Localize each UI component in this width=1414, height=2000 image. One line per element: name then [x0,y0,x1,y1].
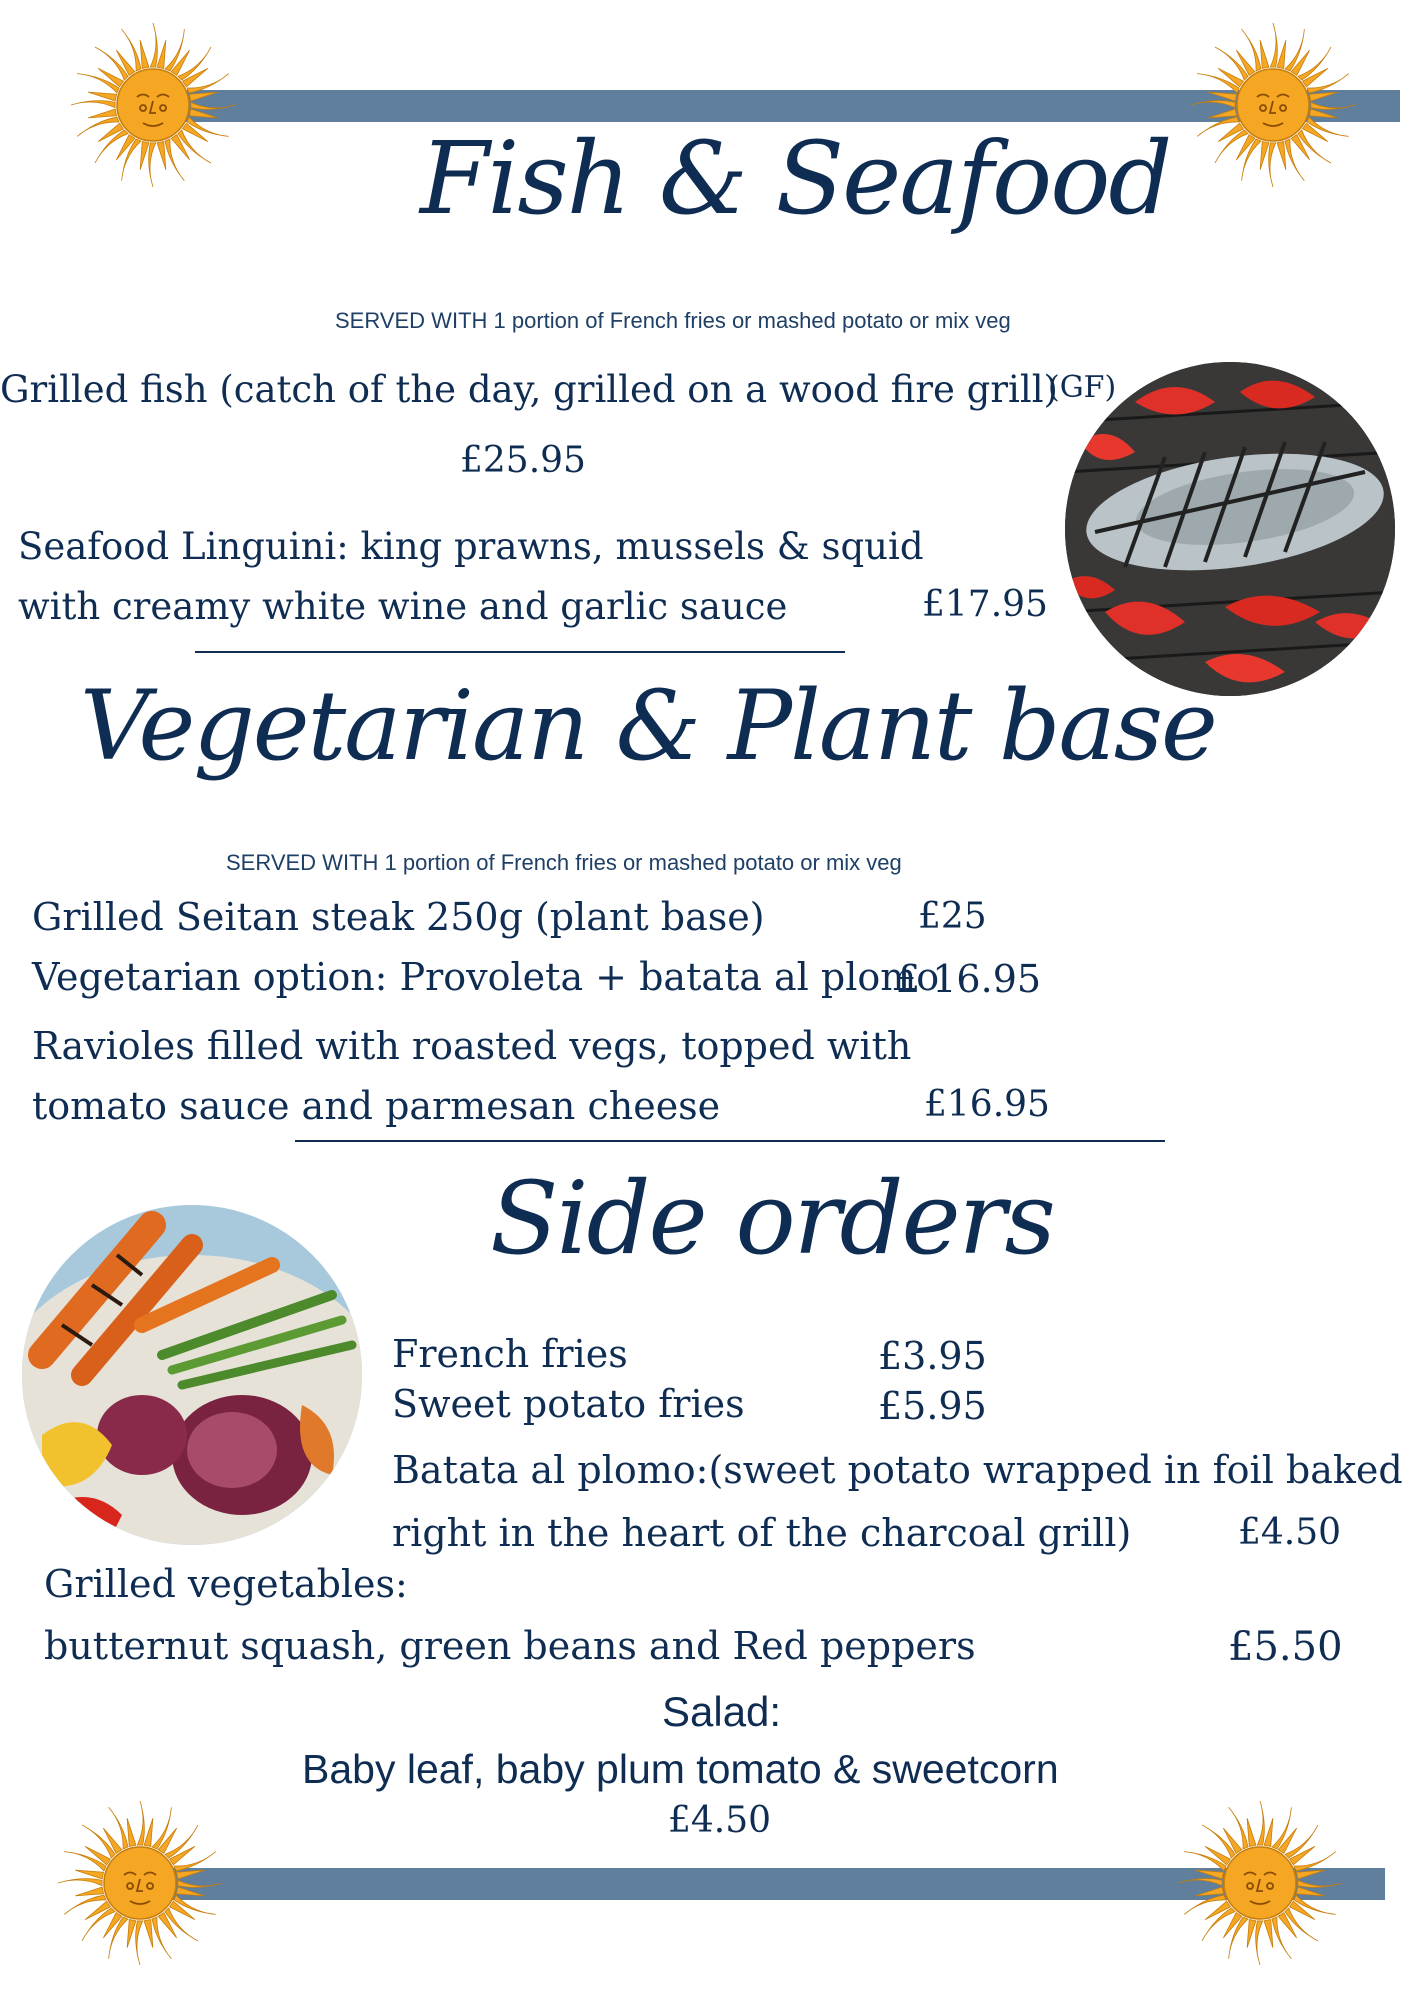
side-item-grilled-veg-line2: butternut squash, green beans and Red peppers [44,1624,976,1668]
veg-price-provoleta: £ 16.95 [896,957,1042,1001]
veg-section-subtitle: SERVED WITH 1 portion of French fries or mashed potato or mix veg [226,850,902,875]
veg-section-divider [295,1140,1165,1142]
fish-item-grilled-fish: Grilled fish (catch of the day, grilled on a wood fire grill) [0,368,1058,411]
side-price-batata: £4.50 [1238,1512,1342,1553]
sun-of-may-icon [1175,1798,1345,1968]
veg-price-seitan: £25 [918,896,987,937]
veg-item-ravioles-line2: tomato sauce and parmesan cheese [32,1084,721,1128]
side-item-grilled-veg-line1: Grilled vegetables: [44,1562,408,1606]
side-item-sweet-potato-fries: Sweet potato fries [392,1382,745,1426]
fish-item-linguini-line1: Seafood Linguini: king prawns, mussels & squid [18,525,924,568]
salad-description: Baby leaf, baby plum tomato & sweetcorn [302,1746,1059,1792]
veg-item-ravioles-line1: Ravioles filled with roasted vegs, topped with [32,1024,912,1068]
sides-section-title: Side orders [490,1160,1054,1277]
fish-section-subtitle: SERVED WITH 1 portion of French fries or mashed potato or mix veg [335,308,1011,333]
side-item-french-fries: French fries [392,1332,628,1376]
grilled-fish-photo [1065,362,1395,696]
sun-of-may-icon [1188,20,1358,190]
fish-price-linguini: £17.95 [922,584,1048,625]
side-price-sweet-potato-fries: £5.95 [878,1384,987,1428]
sun-of-may-icon [55,1798,225,1968]
gf-badge: (GF) [1048,370,1117,405]
side-price-grilled-veg: £5.50 [1228,1624,1343,1670]
fish-price-grilled-fish: £25.95 [460,440,586,481]
fish-section-title: Fish & Seafood [420,120,1171,237]
grilled-vegetables-photo [22,1205,362,1545]
salad-price: £4.50 [668,1800,772,1841]
side-item-batata-line2: right in the heart of the charcoal grill) [392,1511,1132,1555]
fish-item-linguini-line2: with creamy white wine and garlic sauce [18,585,788,628]
veg-section-title: Vegetarian & Plant base [80,670,1216,782]
salad-title: Salad: [662,1688,782,1735]
side-price-french-fries: £3.95 [878,1334,987,1378]
fish-section-divider [195,651,845,653]
sun-of-may-icon [68,20,238,190]
side-item-batata-line1: Batata al plomo:(sweet potato wrapped in foil baked [392,1448,1403,1492]
veg-item-provoleta: Vegetarian option: Provoleta + batata al plomo [32,955,940,999]
veg-price-ravioles: £16.95 [924,1084,1050,1125]
veg-item-seitan: Grilled Seitan steak 250g (plant base) [32,895,765,939]
